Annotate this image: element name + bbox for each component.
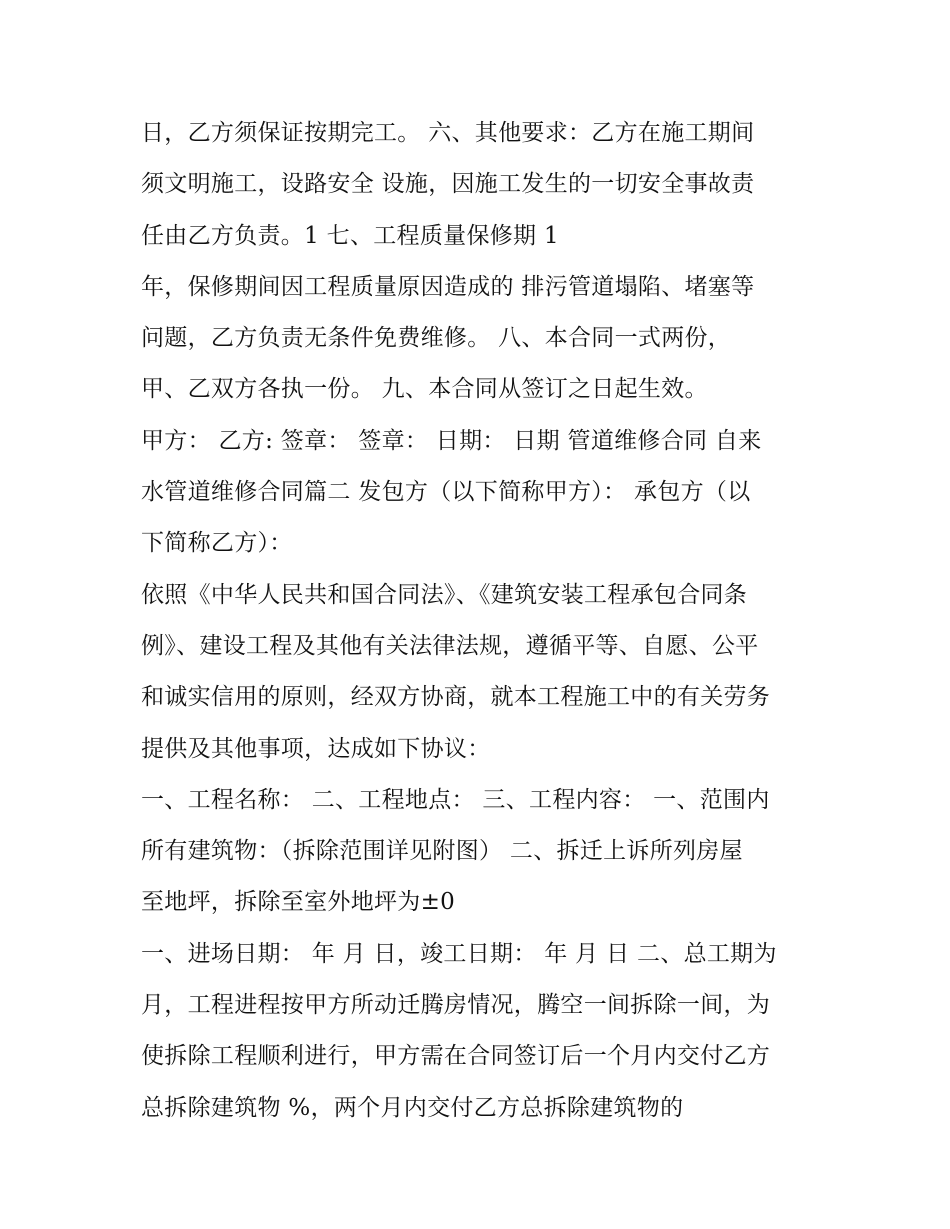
contract-text-body [141,108,831,1134]
text-line-18: 月，工程进程按甲方所动迁腾房情况，腾空一间拆除一间，为 [141,992,771,1019]
text-line-7: 甲方： 乙方: 签章： 签章： 日期： 日期 管道维修合同 自来 [141,427,762,454]
text-line-14: 一、工程名称： 二、工程地点： 三、工程内容： 一、范围内 [141,786,770,813]
text-line-5: 问题，乙方负责无条件免费维修。 八、本合同一式两份， [141,325,732,352]
text-line-8: 水管道维修合同篇二 发包方（以下简称甲方）： 承包方（以 [141,479,751,506]
text-line-20: 总拆除建筑物 %，两个月内交付乙方总拆除建筑物的 [141,1094,684,1121]
text-line-6: 甲、乙双方各执一份。 九、本合同从签订之日起生效。 [141,376,708,403]
text-line-13: 提供及其他事项，达成如下协议： [141,735,491,762]
text-line-1: 日，乙方须保证按期完工。 六、其他要求：乙方在施工期间 [141,120,755,146]
text-line-2: 须文明施工，设路安全 设施，因施工发生的一切安全事故责 [141,171,755,198]
text-line-11: 例》、建设工程及其他有关法律法规，遵循平等、自愿、公平 [141,632,759,659]
text-line-15: 所有建筑物：（拆除范围详见附图） 二、拆迁上诉所列房屋 [141,838,743,865]
text-line-9: 下简称乙方）： [141,530,293,557]
text-line-17: 一、进场日期： 年 月 日，竣工日期： 年 月 日 二、总工期为 [141,940,777,967]
text-line-4: 年，保修期间因工程质量原因造成的 排污管道塌陷、堵塞等 [141,273,755,300]
text-line-10: 依照《中华人民共和国合同法》、《建筑安装工程承包合同条 [141,581,748,608]
text-line-12: 和诚实信用的原则，经双方协商，就本工程施工中的有关劳务 [141,684,771,711]
text-line-19: 使拆除工程顺利进行，甲方需在合同签订后一个月内交付乙方 [141,1043,771,1070]
text-line-16: 至地坪，拆除至室外地坪为±0 [141,889,456,916]
text-line-3: 任由乙方负责。1 七、工程质量保修期 1 [141,222,559,249]
